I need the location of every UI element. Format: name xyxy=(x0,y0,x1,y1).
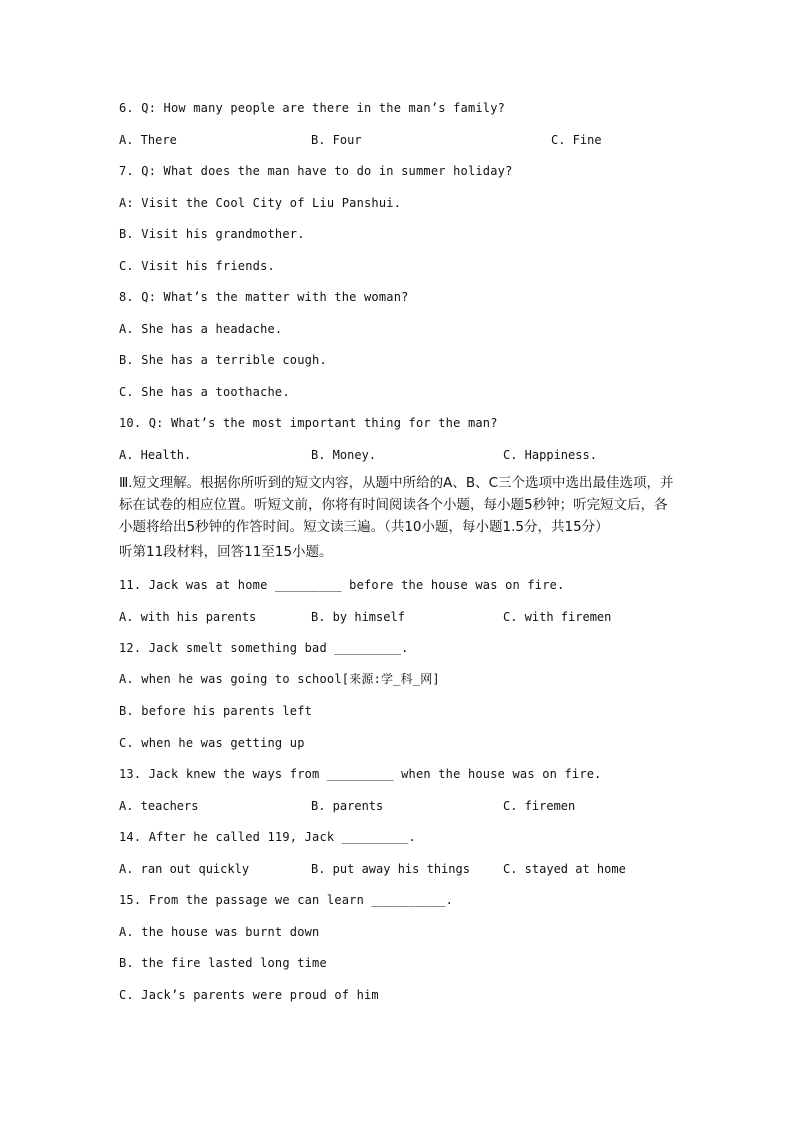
q14-option-c: C. stayed at home xyxy=(503,862,626,876)
question-7: 7. Q: What does the man have to do in summer holiday? xyxy=(119,164,513,178)
q10-option-b: B. Money. xyxy=(311,448,377,462)
section-3-instructions: Ⅲ.短文理解。根据你所听到的短文内容，从题中所给的A、B、C三个选项中选出最佳选项，并标在试卷的相应位置。听短文前，你将有时间阅读各个小题，每小题5秒钟；听完短文后，各小题将给出5秒钟的作答时间。短文读三遍。（共10小题，每小题1.5分，共15分） xyxy=(119,475,674,535)
q7-option-a: A: Visit the Cool City of Liu Panshui. xyxy=(119,196,402,210)
q13-option-c: C. firemen xyxy=(503,799,576,813)
q11-option-c: C. with firemen xyxy=(503,610,612,624)
q7-option-c: C. Visit his friends. xyxy=(119,259,275,273)
q15-option-b: B. the fire lasted long time xyxy=(119,956,327,970)
question-10: 10. Q: What’s the most important thing for the man? xyxy=(119,416,498,430)
q12-option-b: B. before his parents left xyxy=(119,704,313,718)
q10-option-a: A. Health. xyxy=(119,448,192,462)
q6-option-c: C. Fine xyxy=(551,133,602,147)
q12-option-c: C. when he was getting up xyxy=(119,736,305,750)
q15-option-a: A. the house was burnt down xyxy=(119,925,320,939)
q11-option-b: B. by himself xyxy=(311,610,405,624)
question-14: 14. After he called 119, Jack _________. xyxy=(119,830,416,844)
q8-option-a: A. She has a headache. xyxy=(119,322,283,336)
q6-option-b: B. Four xyxy=(311,133,362,147)
q13-option-a: A. teachers xyxy=(119,799,199,813)
q8-option-b: B. She has a terrible cough. xyxy=(119,353,327,367)
q12-option-a: A. when he was going to school[来源:学_科_网] xyxy=(119,672,440,686)
question-11: 11. Jack was at home _________ before the house was on fire. xyxy=(119,578,565,592)
question-15: 15. From the passage we can learn __________. xyxy=(119,893,454,907)
q11-option-a: A. with his parents xyxy=(119,610,257,624)
q13-option-b: B. parents xyxy=(311,799,384,813)
q14-option-a: A. ran out quickly xyxy=(119,862,250,876)
q8-option-c: C. She has a toothache. xyxy=(119,385,290,399)
question-8: 8. Q: What’s the matter with the woman? xyxy=(119,290,409,304)
q6-option-a: A. There xyxy=(119,133,177,147)
q10-option-c: C. Happiness. xyxy=(503,448,597,462)
q15-option-c: C. Jack’s parents were proud of him xyxy=(119,988,379,1002)
question-13: 13. Jack knew the ways from _________ when the house was on fire. xyxy=(119,767,602,781)
question-12: 12. Jack smelt something bad _________. xyxy=(119,641,409,655)
section-3-material-note: 听第11段材料，回答11至15小题。 xyxy=(119,544,333,560)
q14-option-b: B. put away his things xyxy=(311,862,470,876)
question-6: 6. Q: How many people are there in the man’s family? xyxy=(119,101,506,115)
q7-option-b: B. Visit his grandmother. xyxy=(119,227,305,241)
